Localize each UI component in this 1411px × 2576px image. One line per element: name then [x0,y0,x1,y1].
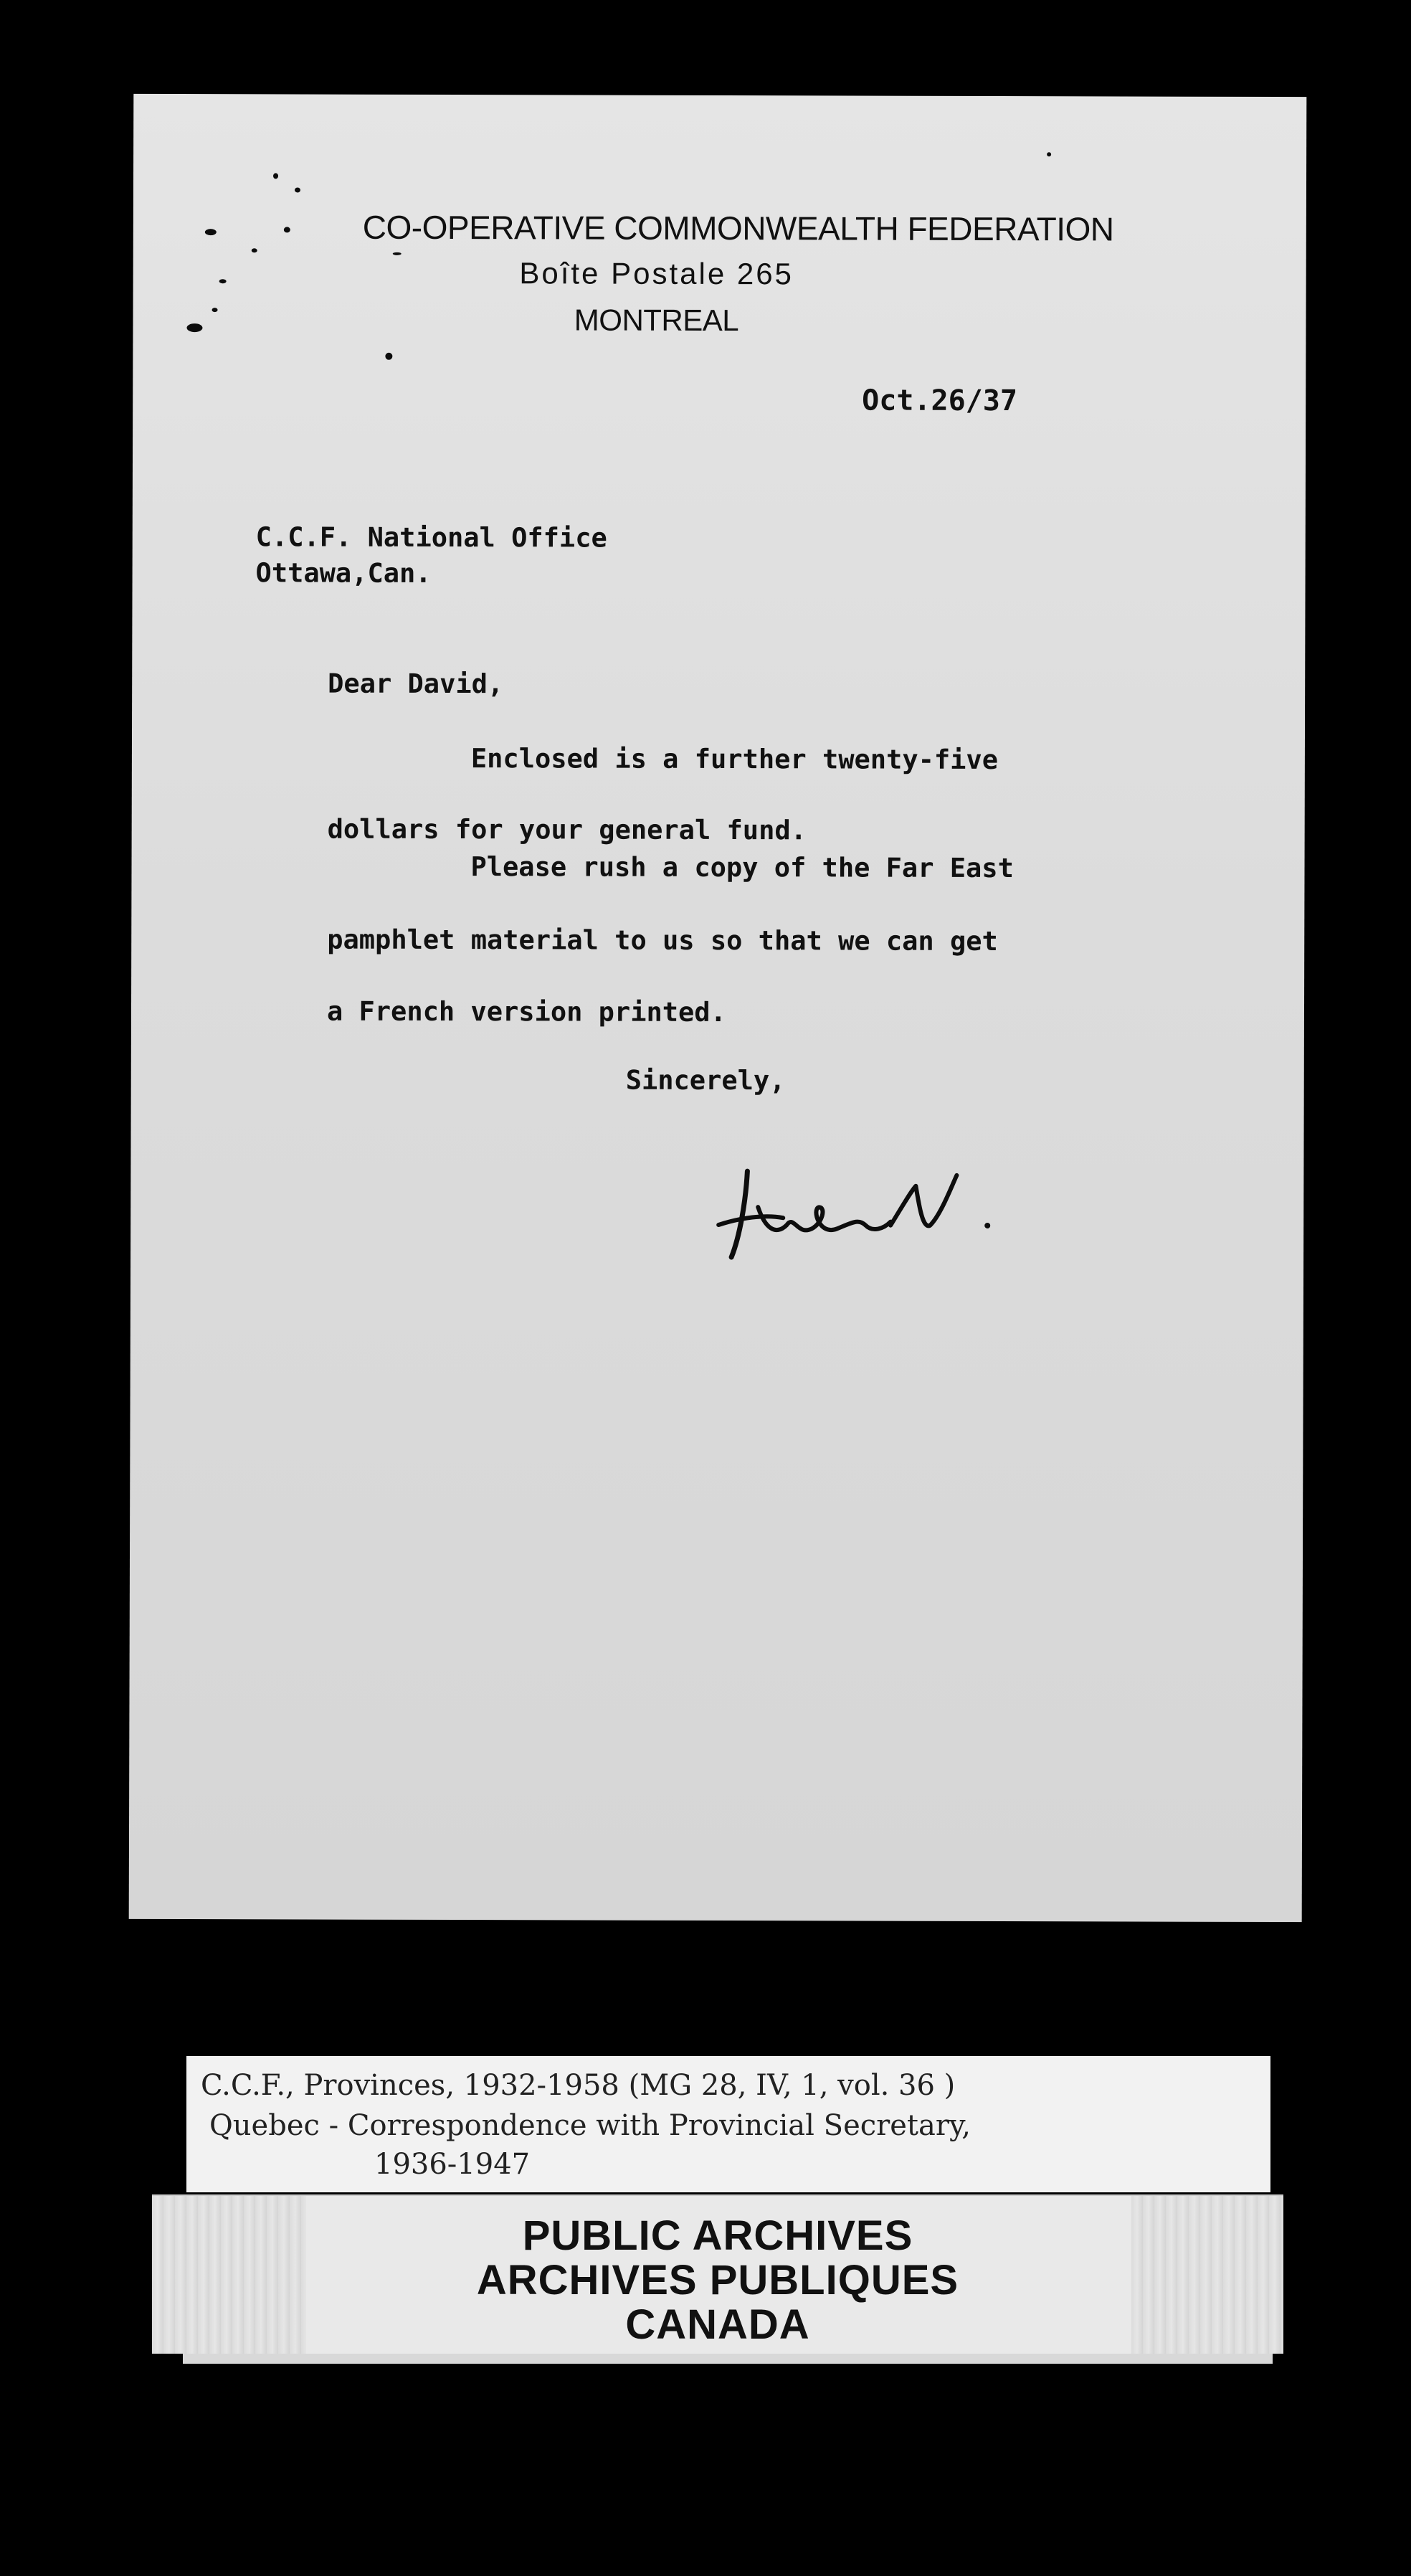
recipient-line-1: C.C.F. National Office [255,521,607,554]
signature [704,1157,1005,1279]
letter-date: Oct.26/37 [862,384,1018,418]
label-line-2: Quebec - Correspondence with Provincial Secretary, [209,2109,971,2142]
ink-speck [1047,152,1051,156]
stamp-line-3: CANADA [625,2301,810,2348]
stamp-line-1: PUBLIC ARCHIVES [522,2212,913,2259]
ink-speck [284,227,290,232]
salutation: Dear David, [328,668,504,700]
body-line-2: dollars for your general fund. [327,813,807,846]
label-line-3: 1936-1947 [374,2148,531,2181]
body-line-3: Please rush a copy of the Far East [470,851,1014,884]
body-line-4: pamphlet material to us so that we can get [327,924,998,957]
recipient-line-2: Ottawa,Can. [255,557,432,589]
ink-speck [393,252,402,255]
stamp-line-2: ARCHIVES PUBLIQUES [476,2257,959,2303]
ink-speck [273,173,278,179]
archive-index-label [186,2056,1270,2192]
ink-speck [219,279,227,283]
ink-speck [205,229,217,235]
po-box: Boîte Postale 265 [519,256,794,291]
city: MONTREAL [574,303,739,338]
stamp-base-strip [183,2354,1273,2364]
ink-speck [385,353,392,360]
ink-speck [186,323,202,332]
ink-speck [212,308,218,312]
archives-stamp [152,2194,1283,2354]
body-line-5: a French version printed. [326,995,726,1028]
letter-page [129,94,1307,1922]
ink-speck [295,187,300,192]
organization-name: CO-OPERATIVE COMMONWEALTH FEDERATION [362,208,1114,248]
label-line-1: C.C.F., Provinces, 1932-1958 (MG 28, IV, 1, vol. 36 ) [201,2069,956,2102]
closing: Sincerely, [625,1064,786,1097]
body-line-1: Enclosed is a further twenty-five [470,743,999,776]
ink-speck [252,248,257,252]
